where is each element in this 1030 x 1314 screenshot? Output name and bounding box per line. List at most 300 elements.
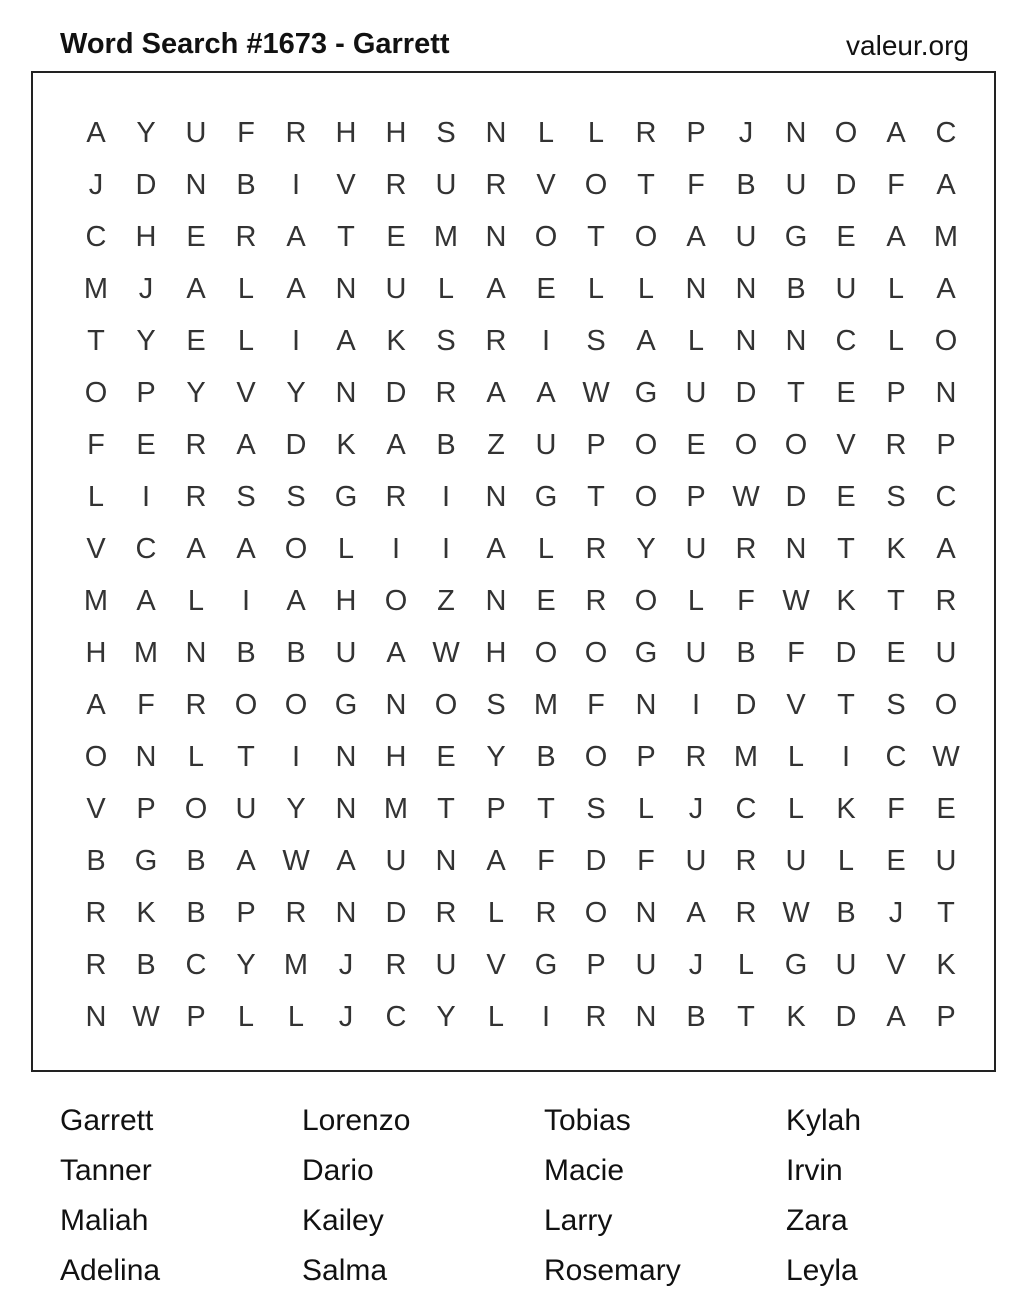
grid-letter[interactable]: N [635,1000,657,1033]
grid-letter[interactable]: U [835,272,857,305]
grid-letter[interactable]: L [537,532,555,565]
grid-letter[interactable]: Y [436,1000,456,1033]
grid-letter[interactable]: L [737,948,755,981]
grid-letter[interactable]: G [534,948,558,981]
grid-letter[interactable]: K [936,948,956,981]
grid-letter[interactable]: M [733,740,759,773]
grid-letter[interactable]: W [782,584,810,617]
grid-letter[interactable]: U [685,376,707,409]
grid-letter[interactable]: E [386,220,406,253]
grid-letter[interactable]: R [385,480,407,513]
grid-letter[interactable]: S [586,792,606,825]
grid-letter[interactable]: P [886,376,906,409]
grid-letter[interactable]: L [587,116,605,149]
grid-letter[interactable]: G [634,636,658,669]
grid-letter[interactable]: F [787,636,805,669]
grid-letter[interactable]: H [385,116,407,149]
grid-letter[interactable]: U [385,272,407,305]
grid-letter[interactable]: O [84,740,108,773]
grid-letter[interactable]: G [534,480,558,513]
grid-letter[interactable]: U [935,636,957,669]
grid-letter[interactable]: E [436,740,456,773]
grid-letter[interactable]: A [336,324,356,357]
grid-letter[interactable]: L [787,792,805,825]
grid-letter[interactable]: D [385,376,407,409]
grid-letter[interactable]: R [485,324,507,357]
grid-letter[interactable]: J [688,948,704,981]
grid-letter[interactable]: F [887,168,905,201]
grid-letter[interactable]: E [886,844,906,877]
grid-letter[interactable]: Y [186,376,206,409]
grid-letter[interactable]: A [636,324,656,357]
grid-letter[interactable]: B [536,740,556,773]
grid-letter[interactable]: A [336,844,356,877]
grid-letter[interactable]: N [785,532,807,565]
grid-letter[interactable]: R [185,480,207,513]
grid-letter[interactable]: R [385,948,407,981]
grid-letter[interactable]: M [933,220,959,253]
grid-letter[interactable]: O [634,584,658,617]
grid-letter[interactable]: D [585,844,607,877]
grid-letter[interactable]: N [635,896,657,929]
grid-letter[interactable]: R [735,532,757,565]
grid-letter[interactable]: O [584,636,608,669]
grid-letter[interactable]: R [235,220,257,253]
grid-letter[interactable]: N [735,324,757,357]
grid-letter[interactable]: R [635,116,657,149]
grid-letter[interactable]: B [236,636,256,669]
grid-letter[interactable]: M [383,792,409,825]
grid-letter[interactable]: L [187,740,205,773]
grid-letter[interactable]: M [83,584,109,617]
grid-letter[interactable]: B [186,844,206,877]
grid-letter[interactable]: T [587,480,605,513]
grid-letter[interactable]: W [582,376,610,409]
grid-letter[interactable]: C [185,948,207,981]
grid-letter[interactable]: A [386,636,406,669]
grid-letter[interactable]: N [785,324,807,357]
grid-letter[interactable]: F [637,844,655,877]
grid-letter[interactable]: P [636,740,656,773]
grid-letter[interactable]: N [735,272,757,305]
grid-letter[interactable]: A [936,168,956,201]
grid-letter[interactable]: K [786,1000,806,1033]
grid-letter[interactable]: V [886,948,906,981]
grid-letter[interactable]: J [338,1000,354,1033]
grid-letter[interactable]: R [85,948,107,981]
grid-letter[interactable]: R [935,584,957,617]
grid-letter[interactable]: Y [136,324,156,357]
grid-letter[interactable]: I [291,324,301,357]
grid-letter[interactable]: D [785,480,807,513]
grid-letter[interactable]: A [186,532,206,565]
grid-letter[interactable]: E [136,428,156,461]
grid-letter[interactable]: H [485,636,507,669]
grid-letter[interactable]: N [685,272,707,305]
grid-letter[interactable]: J [138,272,154,305]
grid-letter[interactable]: N [135,740,157,773]
grid-letter[interactable]: S [886,688,906,721]
grid-letter[interactable]: N [335,272,357,305]
grid-letter[interactable]: A [486,376,506,409]
grid-letter[interactable]: V [86,532,106,565]
grid-letter[interactable]: L [187,584,205,617]
grid-letter[interactable]: A [686,220,706,253]
grid-letter[interactable]: R [85,896,107,929]
grid-letter[interactable]: U [685,532,707,565]
grid-letter[interactable]: M [283,948,309,981]
grid-letter[interactable]: U [385,844,407,877]
grid-letter[interactable]: A [286,584,306,617]
grid-letter[interactable]: K [336,428,356,461]
grid-letter[interactable]: O [584,896,608,929]
grid-letter[interactable]: P [136,792,156,825]
grid-letter[interactable]: U [535,428,557,461]
grid-letter[interactable]: S [286,480,306,513]
grid-letter[interactable]: U [835,948,857,981]
grid-letter[interactable]: A [236,428,256,461]
grid-letter[interactable]: O [84,376,108,409]
grid-letter[interactable]: F [887,792,905,825]
grid-letter[interactable]: P [236,896,256,929]
grid-letter[interactable]: D [135,168,157,201]
grid-letter[interactable]: N [435,844,457,877]
grid-letter[interactable]: R [735,896,757,929]
grid-letter[interactable]: N [185,168,207,201]
grid-letter[interactable]: I [291,168,301,201]
grid-letter[interactable]: E [836,376,856,409]
grid-letter[interactable]: Y [486,740,506,773]
grid-letter[interactable]: N [485,584,507,617]
grid-letter[interactable]: U [785,844,807,877]
grid-letter[interactable]: U [685,636,707,669]
grid-letter[interactable]: G [134,844,158,877]
grid-letter[interactable]: B [186,896,206,929]
grid-letter[interactable]: U [785,168,807,201]
grid-letter[interactable]: O [584,168,608,201]
grid-letter[interactable]: B [86,844,106,877]
grid-letter[interactable]: C [935,116,957,149]
grid-letter[interactable]: U [735,220,757,253]
grid-letter[interactable]: A [386,428,406,461]
grid-letter[interactable]: P [486,792,506,825]
grid-letter[interactable]: W [282,844,310,877]
grid-letter[interactable]: P [586,428,606,461]
grid-letter[interactable]: C [935,480,957,513]
grid-letter[interactable]: A [936,272,956,305]
grid-letter[interactable]: F [137,688,155,721]
grid-letter[interactable]: J [338,948,354,981]
grid-letter[interactable]: F [687,168,705,201]
grid-letter[interactable]: N [385,688,407,721]
grid-letter[interactable]: M [83,272,109,305]
grid-letter[interactable]: N [635,688,657,721]
grid-letter[interactable]: O [234,688,258,721]
grid-letter[interactable]: N [335,896,357,929]
grid-letter[interactable]: N [85,1000,107,1033]
grid-letter[interactable]: O [834,116,858,149]
grid-letter[interactable]: R [885,428,907,461]
grid-letter[interactable]: K [136,896,156,929]
grid-letter[interactable]: Z [487,428,505,461]
grid-letter[interactable]: N [335,740,357,773]
grid-letter[interactable]: K [386,324,406,357]
grid-letter[interactable]: P [686,480,706,513]
grid-letter[interactable]: W [732,480,760,513]
grid-letter[interactable]: L [587,272,605,305]
grid-letter[interactable]: H [335,116,357,149]
grid-letter[interactable]: E [536,272,556,305]
grid-letter[interactable]: W [932,740,960,773]
grid-letter[interactable]: M [133,636,159,669]
grid-letter[interactable]: I [541,324,551,357]
grid-letter[interactable]: L [537,116,555,149]
grid-letter[interactable]: H [85,636,107,669]
grid-letter[interactable]: A [936,532,956,565]
grid-letter[interactable]: L [637,792,655,825]
grid-letter[interactable]: R [185,428,207,461]
grid-letter[interactable]: S [436,324,456,357]
grid-letter[interactable]: L [887,272,905,305]
grid-letter[interactable]: B [686,1000,706,1033]
grid-letter[interactable]: H [335,584,357,617]
grid-letter[interactable]: D [735,688,757,721]
grid-letter[interactable]: D [835,1000,857,1033]
grid-letter[interactable]: U [185,116,207,149]
grid-letter[interactable]: C [135,532,157,565]
grid-letter[interactable]: O [184,792,208,825]
grid-letter[interactable]: A [886,220,906,253]
grid-letter[interactable]: I [241,584,251,617]
grid-letter[interactable]: B [736,636,756,669]
grid-letter[interactable]: L [487,1000,505,1033]
grid-letter[interactable]: L [87,480,105,513]
grid-letter[interactable]: L [787,740,805,773]
grid-letter[interactable]: T [87,324,105,357]
grid-letter[interactable]: G [334,688,358,721]
grid-letter[interactable]: G [784,948,808,981]
grid-letter[interactable]: T [237,740,255,773]
grid-letter[interactable]: L [237,324,255,357]
grid-letter[interactable]: E [936,792,956,825]
grid-letter[interactable]: A [86,688,106,721]
grid-letter[interactable]: R [585,1000,607,1033]
grid-letter[interactable]: L [437,272,455,305]
grid-letter[interactable]: H [385,740,407,773]
grid-letter[interactable]: D [835,636,857,669]
grid-letter[interactable]: W [432,636,460,669]
grid-letter[interactable]: E [836,480,856,513]
grid-letter[interactable]: B [836,896,856,929]
grid-letter[interactable]: N [485,480,507,513]
grid-letter[interactable]: B [236,168,256,201]
grid-letter[interactable]: V [336,168,356,201]
grid-letter[interactable]: L [337,532,355,565]
grid-letter[interactable]: A [536,376,556,409]
grid-letter[interactable]: O [784,428,808,461]
grid-letter[interactable]: T [887,584,905,617]
grid-letter[interactable]: V [536,168,556,201]
grid-letter[interactable]: W [132,1000,160,1033]
grid-letter[interactable]: O [634,480,658,513]
grid-letter[interactable]: L [237,272,255,305]
grid-letter[interactable]: F [587,688,605,721]
grid-letter[interactable]: E [536,584,556,617]
grid-letter[interactable]: G [634,376,658,409]
grid-letter[interactable]: I [541,1000,551,1033]
grid-letter[interactable]: J [888,896,904,929]
grid-letter[interactable]: S [486,688,506,721]
grid-letter[interactable]: U [935,844,957,877]
grid-letter[interactable]: B [436,428,456,461]
grid-letter[interactable]: R [735,844,757,877]
grid-letter[interactable]: R [435,376,457,409]
grid-letter[interactable]: C [885,740,907,773]
grid-letter[interactable]: R [185,688,207,721]
grid-letter[interactable]: E [886,636,906,669]
grid-letter[interactable]: J [88,168,104,201]
grid-letter[interactable]: D [735,376,757,409]
grid-letter[interactable]: E [186,324,206,357]
grid-letter[interactable]: B [736,168,756,201]
grid-letter[interactable]: F [537,844,555,877]
grid-letter[interactable]: C [735,792,757,825]
grid-letter[interactable]: A [186,272,206,305]
grid-letter[interactable]: G [334,480,358,513]
grid-letter[interactable]: C [835,324,857,357]
grid-letter[interactable]: R [585,584,607,617]
grid-letter[interactable]: G [784,220,808,253]
grid-letter[interactable]: Y [236,948,256,981]
grid-letter[interactable]: R [535,896,557,929]
grid-letter[interactable]: T [587,220,605,253]
grid-letter[interactable]: V [836,428,856,461]
grid-letter[interactable]: U [635,948,657,981]
grid-letter[interactable]: L [887,324,905,357]
grid-letter[interactable]: H [135,220,157,253]
grid-letter[interactable]: A [236,532,256,565]
grid-letter[interactable]: L [287,1000,305,1033]
grid-letter[interactable]: R [385,168,407,201]
grid-letter[interactable]: W [782,896,810,929]
grid-letter[interactable]: U [685,844,707,877]
grid-letter[interactable]: T [637,168,655,201]
grid-letter[interactable]: F [237,116,255,149]
grid-letter[interactable]: P [936,1000,956,1033]
grid-letter[interactable]: O [384,584,408,617]
grid-letter[interactable]: M [433,220,459,253]
grid-letter[interactable]: P [686,116,706,149]
grid-letter[interactable]: V [786,688,806,721]
grid-letter[interactable]: T [837,688,855,721]
grid-letter[interactable]: L [237,1000,255,1033]
grid-letter[interactable]: O [934,688,958,721]
grid-letter[interactable]: E [836,220,856,253]
grid-letter[interactable]: I [441,532,451,565]
grid-letter[interactable]: A [286,220,306,253]
grid-letter[interactable]: K [886,532,906,565]
grid-letter[interactable]: O [284,532,308,565]
grid-letter[interactable]: P [936,428,956,461]
grid-letter[interactable]: Y [286,792,306,825]
grid-letter[interactable]: A [286,272,306,305]
grid-letter[interactable]: M [533,688,559,721]
grid-letter[interactable]: L [637,272,655,305]
grid-letter[interactable]: O [734,428,758,461]
grid-letter[interactable]: J [738,116,754,149]
grid-letter[interactable]: D [835,168,857,201]
grid-letter[interactable]: O [584,740,608,773]
grid-letter[interactable]: U [435,948,457,981]
grid-letter[interactable]: L [687,584,705,617]
grid-letter[interactable]: T [337,220,355,253]
grid-letter[interactable]: R [485,168,507,201]
grid-letter[interactable]: L [837,844,855,877]
grid-letter[interactable]: N [935,376,957,409]
grid-letter[interactable]: R [685,740,707,773]
grid-letter[interactable]: C [385,1000,407,1033]
grid-letter[interactable]: L [487,896,505,929]
grid-letter[interactable]: A [136,584,156,617]
grid-letter[interactable]: O [634,428,658,461]
grid-letter[interactable]: K [836,584,856,617]
grid-letter[interactable]: B [286,636,306,669]
grid-letter[interactable]: R [285,896,307,929]
grid-letter[interactable]: B [136,948,156,981]
grid-letter[interactable]: R [285,116,307,149]
grid-letter[interactable]: Y [136,116,156,149]
grid-letter[interactable]: O [634,220,658,253]
grid-letter[interactable]: V [486,948,506,981]
grid-letter[interactable]: K [836,792,856,825]
grid-letter[interactable]: A [486,844,506,877]
grid-letter[interactable]: O [534,636,558,669]
grid-letter[interactable]: A [886,116,906,149]
grid-letter[interactable]: P [586,948,606,981]
grid-letter[interactable]: R [585,532,607,565]
grid-letter[interactable]: V [236,376,256,409]
grid-letter[interactable]: I [391,532,401,565]
grid-letter[interactable]: U [235,792,257,825]
grid-letter[interactable]: I [841,740,851,773]
grid-letter[interactable]: A [686,896,706,929]
grid-letter[interactable]: J [688,792,704,825]
grid-letter[interactable]: C [85,220,107,253]
grid-letter[interactable]: O [434,688,458,721]
grid-letter[interactable]: O [284,688,308,721]
grid-letter[interactable]: V [86,792,106,825]
grid-letter[interactable]: I [291,740,301,773]
grid-letter[interactable]: Y [636,532,656,565]
grid-letter[interactable]: E [186,220,206,253]
grid-letter[interactable]: R [435,896,457,929]
grid-letter[interactable]: S [586,324,606,357]
grid-letter[interactable]: A [486,272,506,305]
grid-letter[interactable]: T [937,896,955,929]
grid-letter[interactable]: T [537,792,555,825]
grid-letter[interactable]: N [485,220,507,253]
grid-letter[interactable]: P [136,376,156,409]
grid-letter[interactable]: D [285,428,307,461]
grid-letter[interactable]: I [141,480,151,513]
grid-letter[interactable]: A [236,844,256,877]
grid-letter[interactable]: U [435,168,457,201]
grid-letter[interactable]: T [787,376,805,409]
grid-letter[interactable]: I [691,688,701,721]
grid-letter[interactable]: O [934,324,958,357]
grid-letter[interactable]: U [335,636,357,669]
grid-letter[interactable]: Z [437,584,455,617]
